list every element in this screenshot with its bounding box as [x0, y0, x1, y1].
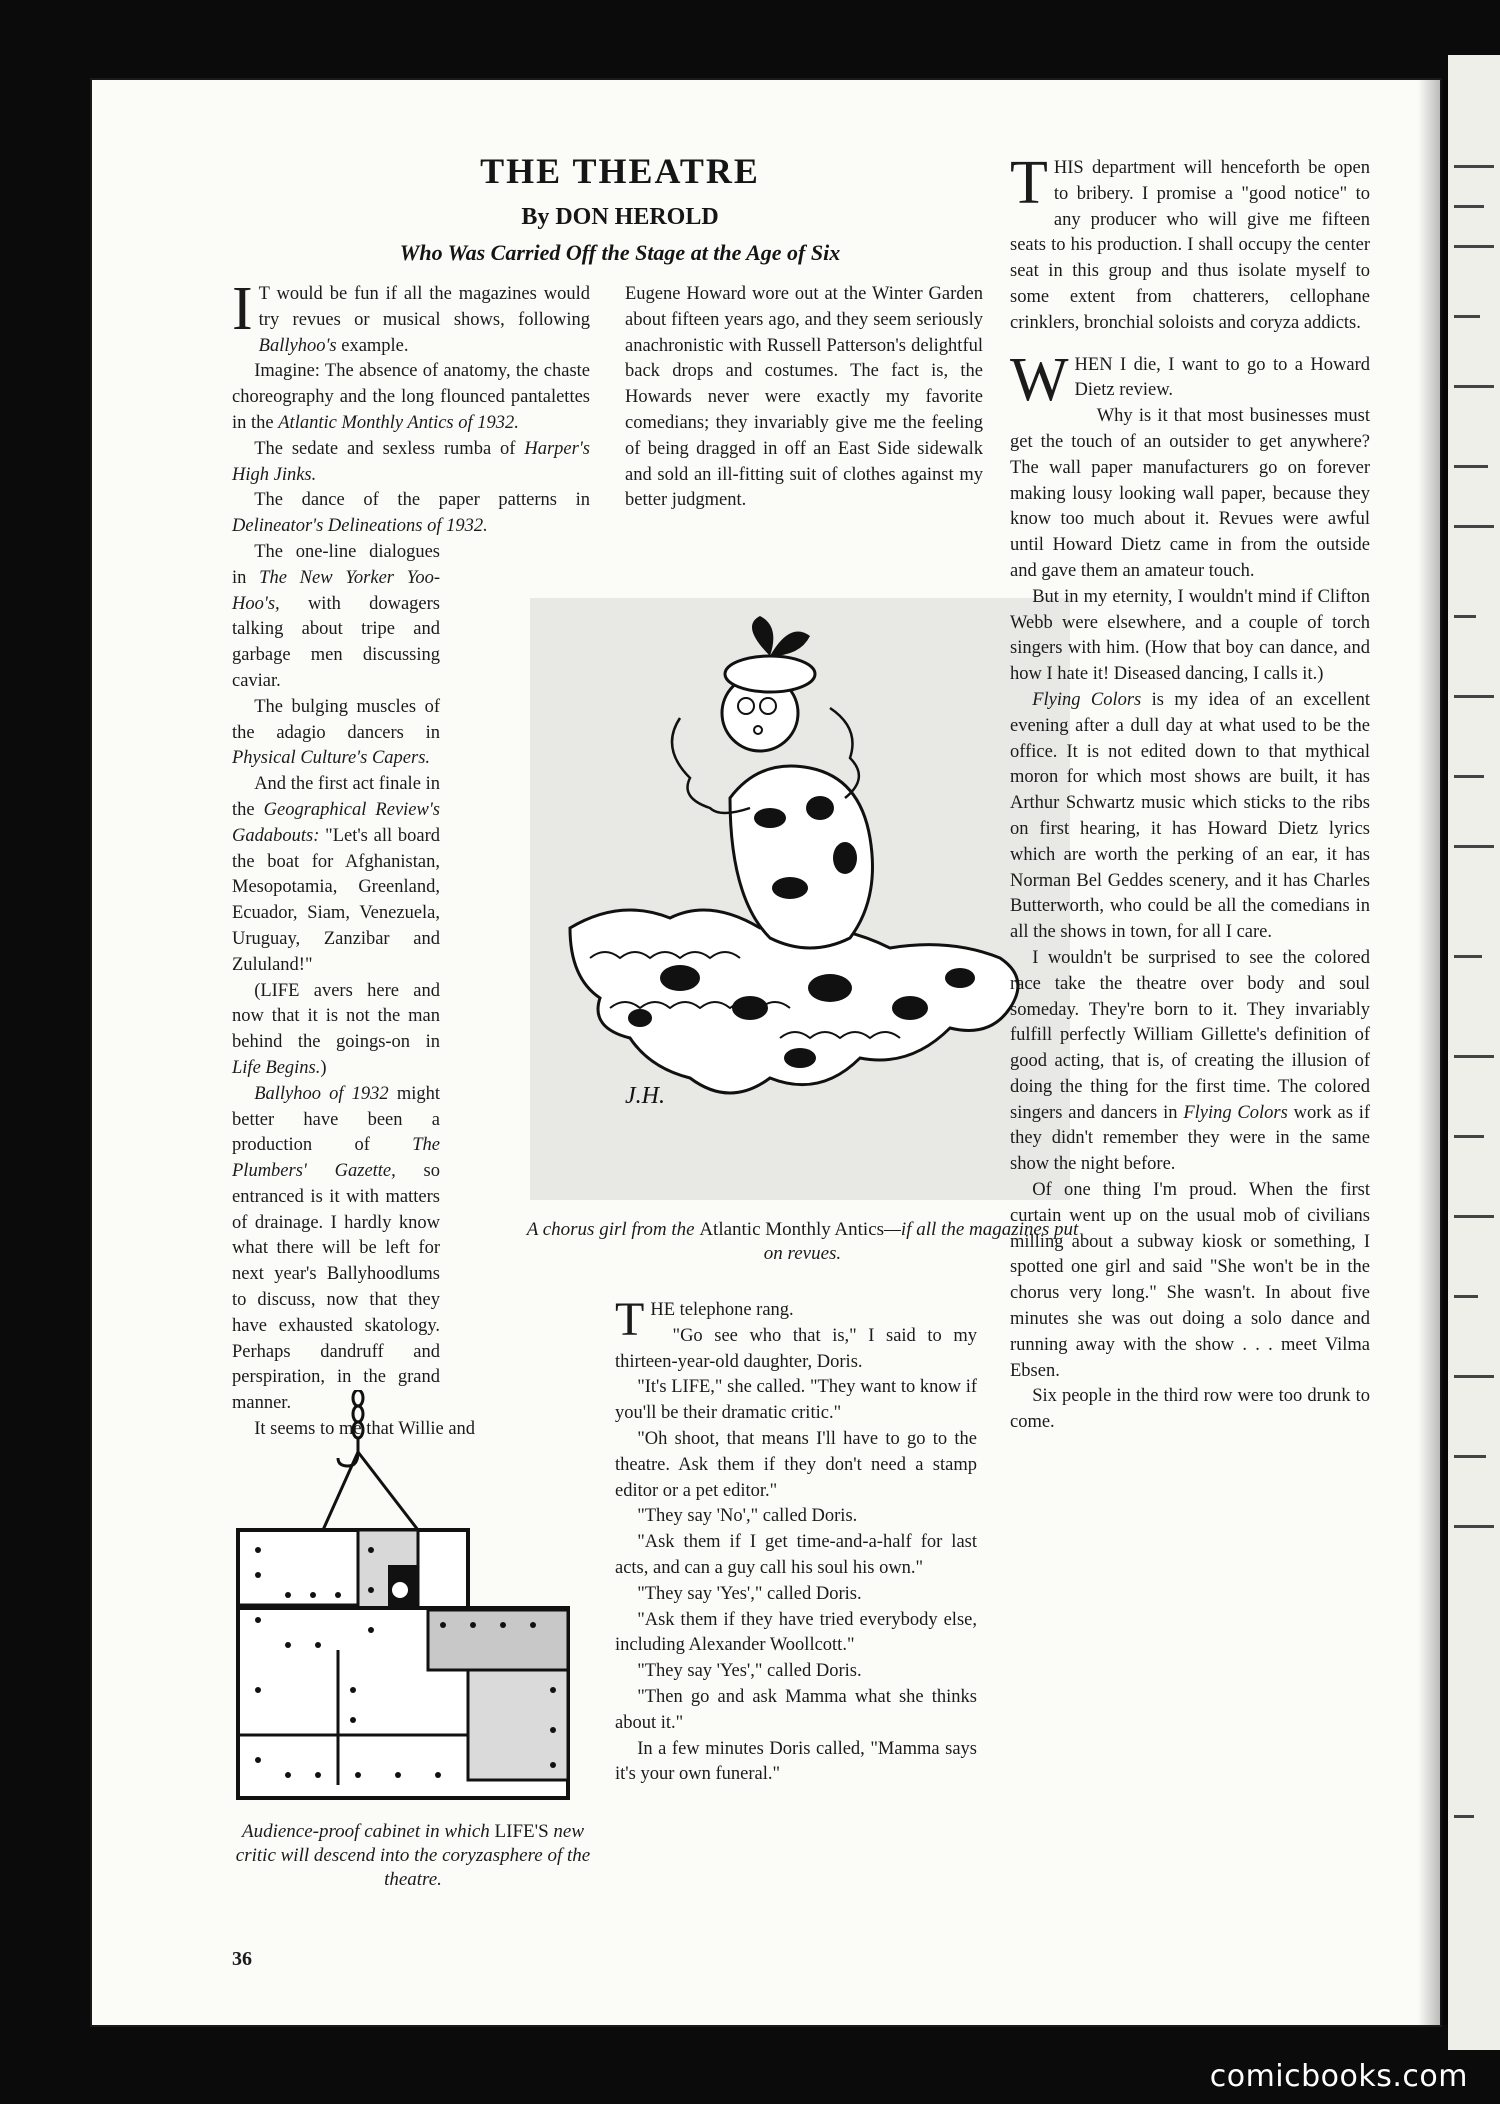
- cabinet-illustration: [228, 1390, 588, 1810]
- adjacent-page-edge: [1448, 55, 1500, 2050]
- paragraph: "It's LIFE," she called. "They want to know if you'll be their dramatic critic.": [615, 1377, 977, 1424]
- paragraph: THIS department will henceforth be open to bribery. I promise a "good notice" to any producer who will give me fifteen seats to his production. I shall occupy the center seat in this group and thus isolate myself to some extent from chatterers, cellophane crinklers, bronchial soloists and coryza addicts.: [1010, 149, 1370, 333]
- column-2: [625, 282, 983, 514]
- drop-cap: I: [232, 275, 253, 343]
- drop-cap: T: [1010, 149, 1048, 217]
- paragraph: And the first act finale in the Geographical Review's Gadabouts: "Let's all board the boat for Afghanistan, Mesopotamia, Greenland, Ecuador, Siam, Venezuela, Uruguay, Zanzibar and Zululand!": [232, 774, 440, 975]
- paragraph: In a few minutes Doris called, "Mamma says it's your own funeral.": [615, 1738, 977, 1785]
- drop-cap: W: [1010, 345, 1069, 414]
- page-gutter-shadow: [1418, 80, 1448, 2025]
- paragraph: I wouldn't be surprised to see the colored race take the theatre over body and soul someday. They're born to it. They invariably fulfill perfectly William Gillette's definition of good acting, that is, of creating the illusion of doing the thing for the first time. The colored singers and dancers in Flying Colors work as if they didn't remember they were in the same show the night before.: [1010, 947, 1371, 1175]
- paragraph: "They say 'Yes'," called Doris.: [637, 1583, 862, 1604]
- article-byline: By DON HEROLD: [521, 204, 719, 230]
- riveted-cabinet-drawing-icon: [228, 1390, 588, 1810]
- paragraph: It seems to me that Willie and: [254, 1419, 476, 1440]
- chorus-girl-drawing-icon: [530, 598, 1070, 1200]
- article-subtitle: Who Was Carried Off the Stage at the Age of Six: [399, 240, 841, 265]
- paragraph: The dance of the paper patterns in Delineator's Delineations of 1932.: [232, 490, 590, 537]
- page-number: 36: [232, 1948, 252, 1970]
- paragraph: Why is it that most businesses must get the touch of an outsider to get anywhere? The wall paper manufacturers go on forever making lousy looking wall paper, because they know too much about it. Revues were awful until Howard Dietz came in from the outside and gave them an amateur touch.: [1010, 406, 1370, 581]
- paragraph: The sedate and sexless rumba of Harper's High Jinks.: [232, 438, 591, 485]
- paragraph: Six people in the third row were too drunk to come.: [1010, 1386, 1370, 1433]
- paragraph: But in my eternity, I wouldn't mind if Clifton Webb were elsewhere, and a couple of torch singers with him. (How that boy can dance, and how I hate it! Diseased dancing, I calls it.): [1010, 586, 1370, 685]
- drop-cap: T: [615, 1293, 645, 1346]
- paragraph: "Then go and ask Mamma what she thinks about it.": [615, 1686, 977, 1733]
- paragraph: (LIFE avers here and now that it is not the man behind the goings-on in Life Begins.): [232, 980, 440, 1078]
- paragraph: THE telephone rang.: [615, 1293, 794, 1346]
- chorus-illustration-caption: A chorus girl from the Atlantic Monthly Antics—if all the magazines put on revues.: [526, 1219, 1079, 1264]
- paragraph: The one-line dialogues in The New Yorker Yoo-Hoo's, with dowagers talking about tripe and garbage men discussing caviar.: [232, 541, 440, 691]
- paragraph: I T would be fun if all the magazines would try revues or musical shows, following Ballyhoo's example.: [232, 275, 590, 356]
- article-title: THE THEATRE: [480, 151, 760, 191]
- paragraph: Of one thing I'm proud. When the first curtain went up on the usual mob of civilians milling about a subway kiosk or something, I spotted one girl and said "She won't be in the chorus very long." She wasn't. In about five minutes she was out doing a solo dance and running away with the show . . . meet Vilma Ebsen.: [1010, 1180, 1370, 1381]
- watermark: comicbooks.com: [1209, 2059, 1468, 2094]
- paragraph: "Ask them if I get time-and-a-half for last acts, and can a guy call his soul his own.": [615, 1532, 977, 1578]
- paragraph: The bulging muscles of the adagio dancers in Physical Culture's Capers.: [232, 696, 440, 769]
- paragraph: Eugene Howard wore out at the Winter Garden about fifteen years ago, and they seem seriously anachronistic with Russell Patterson's delightful back drops and costumes. The fact is, the Howards never were exactly my favorite comedians; they invariably give me the feeling of being dragged in off an East Side sidewalk and sold an ill-fitting suit of clothes against my better judgment.: [625, 284, 983, 511]
- paragraph: "They say 'Yes'," called Doris.: [637, 1661, 862, 1682]
- paragraph: "They say 'No'," called Doris.: [637, 1506, 858, 1527]
- paragraph: "Go see who that is," I said to my thirteen-year-old daughter, Doris.: [615, 1325, 977, 1372]
- paragraph: "Oh shoot, that means I'll have to go to the theatre. Ask them if they don't need a stamp editor or a pet editor.": [615, 1428, 977, 1501]
- column-3: [1010, 149, 1371, 1436]
- artist-signature: J.H.: [625, 1083, 665, 1109]
- column-2-dialogue: [615, 1293, 977, 1788]
- paragraph: Imagine: The absence of anatomy, the chaste choreography and the long flounced pantalettes in the Atlantic Monthly Antics of 1932.: [232, 361, 590, 433]
- paragraph: WHEN I die, I want to go to a Howard Dietz review.: [1010, 345, 1370, 414]
- paragraph: Flying Colors is my idea of an excellent evening after a dull day at what used to be the office. It is not edited down to that mythical moron for which most shows are built, it has Arthur Schwartz music which sticks to the ribs on first hearing, it has Howard Dietz lyrics which are worth the perking of an ear, it has Norman Bel Geddes scenery, and it has Charles Butterworth, who could be all the comedians in all the shows in town, for all I care.: [1010, 689, 1370, 943]
- paragraph: Ballyhoo of 1932 might better have been a production of The Plumbers' Gazette, so entranced is it with matters of drainage. I hardly know what there will be left for next year's Ballyhoodlums to discuss, now that they have exhausted skatology. Perhaps dandruff and perspiration, in the grand manner.: [232, 1083, 440, 1414]
- cabinet-illustration-caption: Audience-proof cabinet in which LIFE'S new critic will descend into the coryzasphere of the theatre.: [235, 1821, 591, 1890]
- paragraph: "Ask them if they have tried everybody else, including Alexander Woollcott.": [615, 1609, 977, 1656]
- chorus-girl-illustration: [530, 598, 1070, 1200]
